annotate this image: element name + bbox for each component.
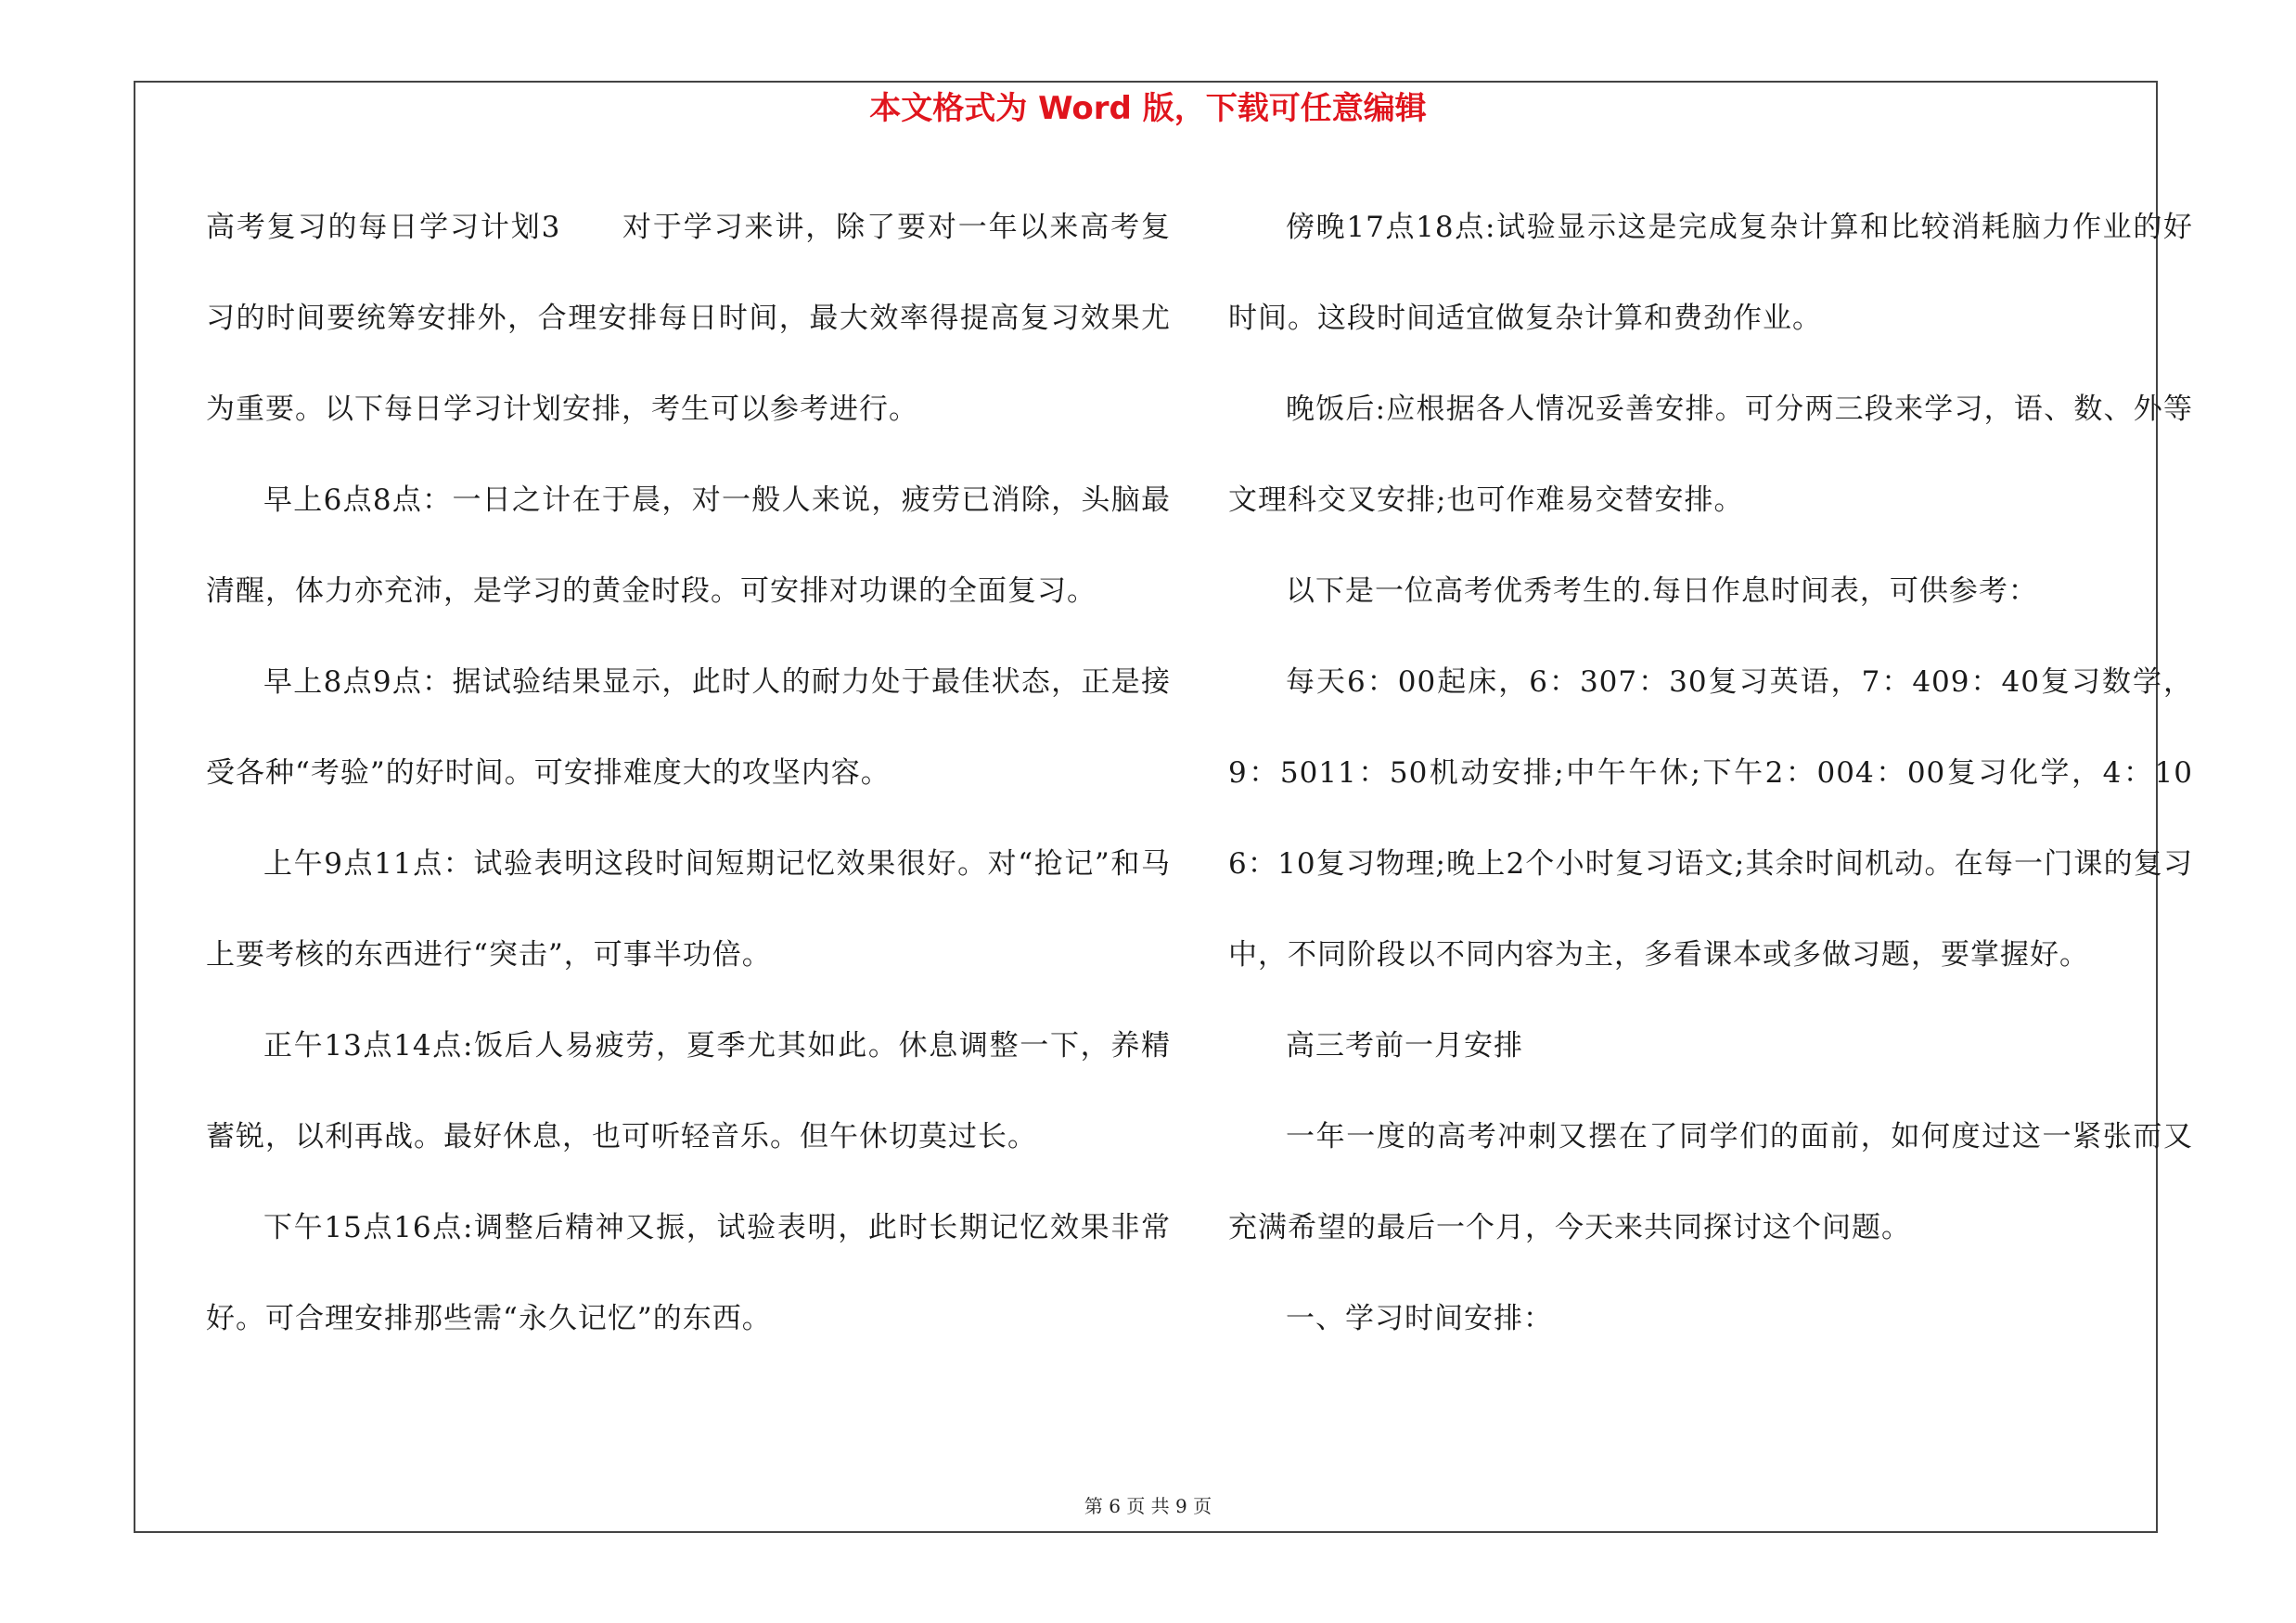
- paragraph-final-month: 一年一度的高考冲刺又摆在了同学们的面前，如何度过这一紧张而又充满希望的最后一个月，今天来共同探讨这个问题。: [1228, 1120, 2193, 1244]
- word-format-banner: 本文格式为 Word 版，下载可任意编辑: [869, 90, 1427, 127]
- paragraph-daily-schedule: 每天6：00起床，6：307：30复习英语，7：409：40复习数学，9：5011：50机动安排;中午午休;下午2：004：00复习化学，4：106：10复习物理;晚上2个小时复习语文;其余时间机动。在每一门课的复习中，不同阶段以不同内容为主，多看课本或多做习题，要掌握好。: [1228, 665, 2193, 972]
- left-column: [206, 182, 1171, 1364]
- subheading-study-time: 一、学习时间安排：: [1286, 1302, 1553, 1335]
- paragraph-15-16pm: 下午15点16点:调整后精神又振，试验表明，此时长期记忆效果非常好。可合理安排那些需“永久记忆”的东西。: [206, 1211, 1171, 1335]
- page-number: 第 6 页 共 9 页: [1084, 1495, 1212, 1517]
- paragraph-17-18pm: 傍晚17点18点:试验显示这是完成复杂计算和比较消耗脑力作业的好时间。这段时间适宜做复杂计算和费劲作业。: [1228, 211, 2193, 335]
- right-column: [1228, 182, 2193, 1364]
- paragraph-intro: 高考复习的每日学习计划3 对于学习来讲，除了要对一年以来高考复习的时间要统筹安排外，合理安排每日时间，最大效率得提高复习效果尤为重要。以下每日学习计划安排，考生可以参考进行。: [206, 211, 1171, 426]
- paragraph-9-11am: 上午9点11点：试验表明这段时间短期记忆效果很好。对“抢记”和马上要考核的东西进行“突击”，可事半功倍。: [206, 847, 1171, 972]
- section-heading-one-month: 高三考前一月安排: [1286, 1029, 1523, 1063]
- paragraph-schedule-intro: 以下是一位高考优秀考生的.每日作息时间表，可供参考：: [1286, 574, 2038, 608]
- paragraph-13-14pm: 正午13点14点:饭后人易疲劳，夏季尤其如此。休息调整一下，养精蓄锐，以利再战。最好休息，也可听轻音乐。但午休切莫过长。: [206, 1029, 1171, 1153]
- paragraph-after-dinner: 晚饭后:应根据各人情况妥善安排。可分两三段来学习，语、数、外等文理科交叉安排;也可作难易交替安排。: [1228, 393, 2193, 517]
- paragraph-8-9am: 早上8点9点：据试验结果显示，此时人的耐力处于最佳状态，正是接受各种“考验”的好时间。可安排难度大的攻坚内容。: [206, 665, 1171, 790]
- paragraph-6-8am: 早上6点8点：一日之计在于晨，对一般人来说，疲劳已消除，头脑最清醒，体力亦充沛，是学习的黄金时段。可安排对功课的全面复习。: [206, 483, 1171, 608]
